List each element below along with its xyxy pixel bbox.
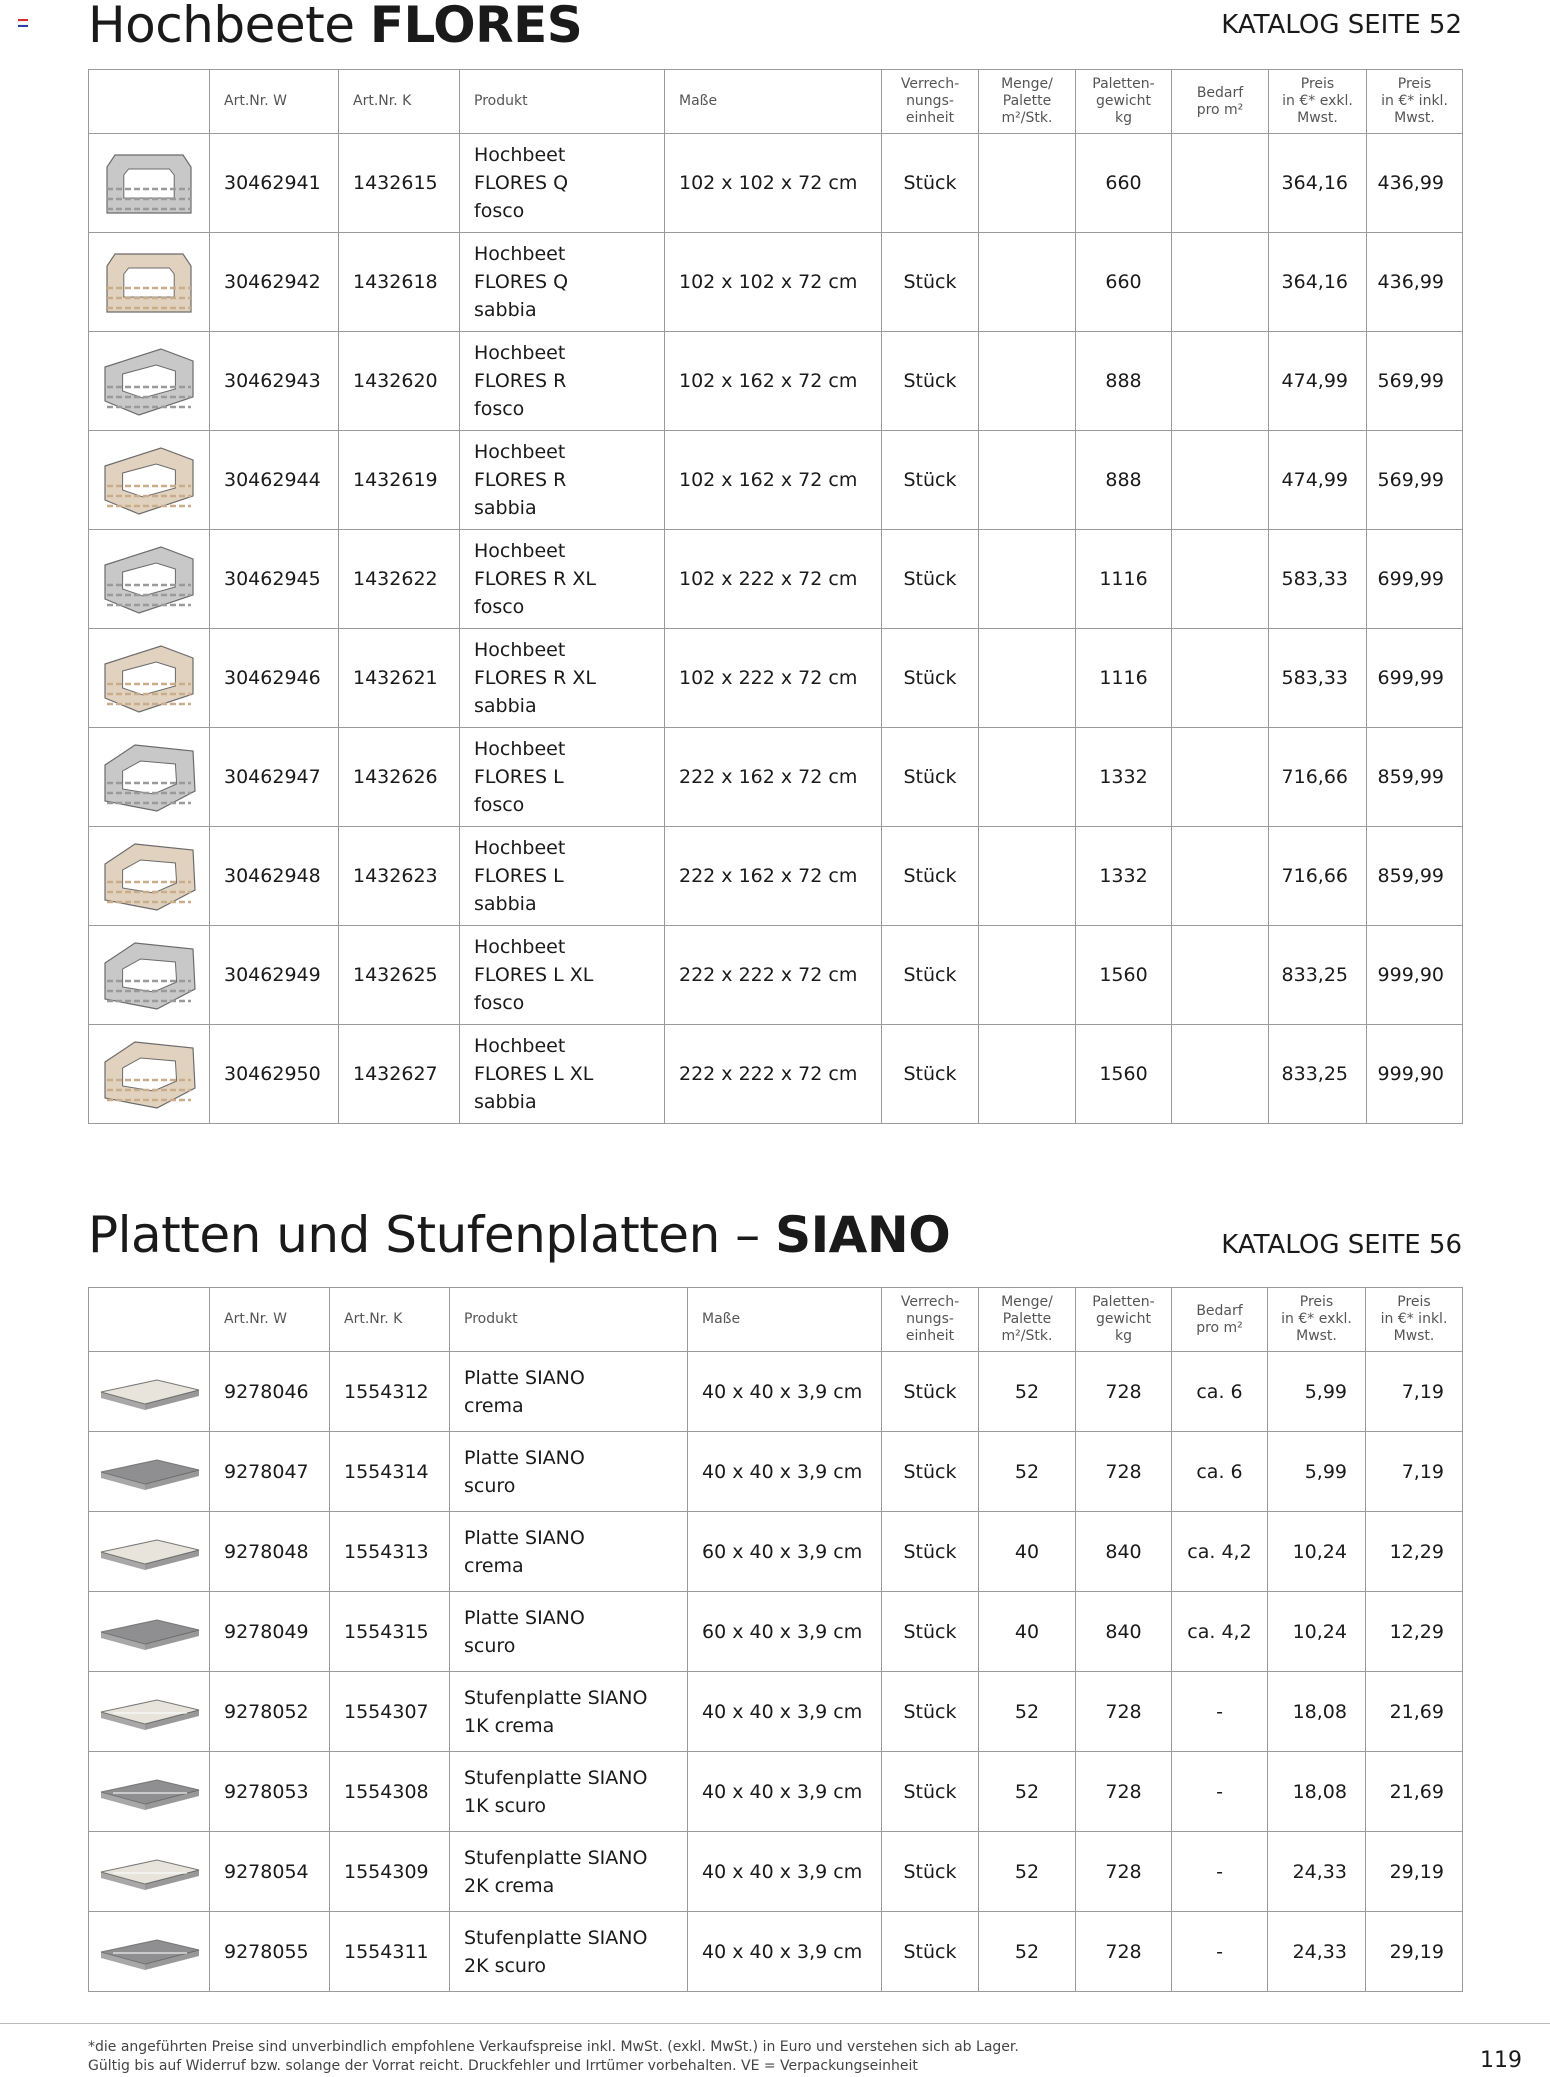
unit: Stück [882, 1025, 979, 1124]
table-row [89, 827, 1463, 926]
price-incl: 436,99 [1367, 233, 1463, 332]
need-per-sqm: - [1172, 1912, 1268, 1992]
dimensions: 40 x 40 x 3,9 cm [688, 1832, 882, 1912]
need-per-sqm: ca. 4,2 [1172, 1592, 1268, 1672]
qty-per-pallet [979, 629, 1076, 728]
dimensions: 102 x 162 x 72 cm [665, 431, 882, 530]
unit: Stück [882, 332, 979, 431]
art-nr-k: 1554307 [330, 1672, 450, 1752]
art-nr-w: 30462948 [210, 827, 339, 926]
art-nr-w: 30462946 [210, 629, 339, 728]
unit: Stück [882, 1512, 979, 1592]
price-excl: 833,25 [1269, 1025, 1367, 1124]
need-per-sqm [1172, 926, 1269, 1025]
product-image-cell [89, 926, 210, 1025]
art-nr-k: 1554309 [330, 1832, 450, 1912]
art-nr-k: 1554308 [330, 1752, 450, 1832]
price-incl: 699,99 [1367, 530, 1463, 629]
qty-per-pallet [979, 530, 1076, 629]
price-incl: 859,99 [1367, 728, 1463, 827]
dimensions: 102 x 222 x 72 cm [665, 629, 882, 728]
art-nr-k: 1554311 [330, 1912, 450, 1992]
product-name: Hochbeet FLORES R XL sabbia [460, 629, 665, 728]
header-art-w: Art.Nr. W [210, 70, 339, 134]
header-image [89, 70, 210, 134]
product-name: Stufenplatte SIANO 1K scuro [450, 1752, 688, 1832]
table-row [89, 1672, 1463, 1752]
qty-per-pallet: 52 [979, 1352, 1076, 1432]
product-name: Hochbeet FLORES Q fosco [460, 134, 665, 233]
art-nr-k: 1554314 [330, 1432, 450, 1512]
header-preis-exkl: Preis in €* exkl. Mwst. [1269, 70, 1367, 134]
art-nr-w: 9278055 [210, 1912, 330, 1992]
need-per-sqm [1172, 530, 1269, 629]
header-preis-exkl: Preis in €* exkl. Mwst. [1268, 1288, 1366, 1352]
pallet-weight: 1116 [1076, 629, 1172, 728]
unit: Stück [882, 431, 979, 530]
product-name: Stufenplatte SIANO 2K scuro [450, 1912, 688, 1992]
unit: Stück [882, 530, 979, 629]
header-masse: Maße [688, 1288, 882, 1352]
table-row [89, 728, 1463, 827]
price-incl: 569,99 [1367, 332, 1463, 431]
pallet-weight: 728 [1076, 1672, 1172, 1752]
dimensions: 40 x 40 x 3,9 cm [688, 1432, 882, 1512]
slab-image [95, 1766, 205, 1818]
header-gewicht: Paletten- gewicht kg [1076, 1288, 1172, 1352]
unit: Stück [882, 1592, 979, 1672]
need-per-sqm [1172, 233, 1269, 332]
qty-per-pallet: 40 [979, 1592, 1076, 1672]
price-incl: 436,99 [1367, 134, 1463, 233]
product-image-cell [89, 629, 210, 728]
art-nr-k: 1432620 [339, 332, 460, 431]
art-nr-w: 9278046 [210, 1352, 330, 1432]
dimensions: 60 x 40 x 3,9 cm [688, 1592, 882, 1672]
qty-per-pallet [979, 332, 1076, 431]
art-nr-k: 1432618 [339, 233, 460, 332]
product-image-cell [89, 1512, 210, 1592]
pallet-weight: 728 [1076, 1912, 1172, 1992]
pallet-weight: 1332 [1076, 827, 1172, 926]
header-menge: Menge/ Palette m²/Stk. [979, 70, 1076, 134]
price-excl: 18,08 [1268, 1752, 1366, 1832]
section-title-siano: Platten und Stufenplatten – SIANO [88, 1206, 951, 1264]
table-row [89, 332, 1463, 431]
raised-bed-image [95, 933, 203, 1017]
art-nr-w: 30462942 [210, 233, 339, 332]
table-row [89, 1432, 1463, 1512]
dimensions: 222 x 222 x 72 cm [665, 1025, 882, 1124]
pallet-weight: 840 [1076, 1512, 1172, 1592]
art-nr-w: 9278049 [210, 1592, 330, 1672]
product-image-cell [89, 530, 210, 629]
price-incl: 21,69 [1366, 1672, 1463, 1752]
header-bedarf: Bedarf pro m² [1172, 70, 1269, 134]
unit: Stück [882, 1672, 979, 1752]
table-row [89, 233, 1463, 332]
product-image-cell [89, 332, 210, 431]
price-incl: 859,99 [1367, 827, 1463, 926]
header-preis-inkl: Preis in €* inkl. Mwst. [1367, 70, 1463, 134]
raised-bed-image [95, 1032, 203, 1116]
price-incl: 12,29 [1366, 1592, 1463, 1672]
art-nr-k: 1554313 [330, 1512, 450, 1592]
flag-icon [18, 19, 28, 26]
table-row [89, 1912, 1463, 1992]
qty-per-pallet [979, 728, 1076, 827]
art-nr-w: 9278053 [210, 1752, 330, 1832]
dimensions: 40 x 40 x 3,9 cm [688, 1752, 882, 1832]
art-nr-k: 1432622 [339, 530, 460, 629]
product-image-cell [89, 827, 210, 926]
price-excl: 24,33 [1268, 1832, 1366, 1912]
price-excl: 5,99 [1268, 1432, 1366, 1512]
pallet-weight: 840 [1076, 1592, 1172, 1672]
price-excl: 5,99 [1268, 1352, 1366, 1432]
product-name: Platte SIANO scuro [450, 1432, 688, 1512]
price-excl: 833,25 [1269, 926, 1367, 1025]
art-nr-w: 30462947 [210, 728, 339, 827]
table-header-row [89, 1288, 1463, 1352]
footnote-line-1: *die angeführten Preise sind unverbindlich empfohlene Verkaufspreise inkl. MwSt. (exkl. MwSt.) in Euro und verstehen sich ab Lager. [88, 2039, 1019, 2055]
art-nr-k: 1432621 [339, 629, 460, 728]
qty-per-pallet: 40 [979, 1512, 1076, 1592]
pallet-weight: 728 [1076, 1432, 1172, 1512]
art-nr-k: 1432615 [339, 134, 460, 233]
unit: Stück [882, 1912, 979, 1992]
price-incl: 29,19 [1366, 1832, 1463, 1912]
unit: Stück [882, 134, 979, 233]
need-per-sqm [1172, 728, 1269, 827]
table-header-row [89, 70, 1463, 134]
header-produkt: Produkt [460, 70, 665, 134]
header-preis-inkl: Preis in €* inkl. Mwst. [1366, 1288, 1463, 1352]
header-art-w: Art.Nr. W [210, 1288, 330, 1352]
unit: Stück [882, 1352, 979, 1432]
header-masse: Maße [665, 70, 882, 134]
product-image-cell [89, 1432, 210, 1512]
product-image-cell [89, 134, 210, 233]
price-incl: 699,99 [1367, 629, 1463, 728]
art-nr-k: 1432623 [339, 827, 460, 926]
art-nr-w: 30462949 [210, 926, 339, 1025]
art-nr-w: 30462945 [210, 530, 339, 629]
header-gewicht: Paletten- gewicht kg [1076, 70, 1172, 134]
need-per-sqm: - [1172, 1672, 1268, 1752]
table-row [89, 926, 1463, 1025]
raised-bed-image [95, 240, 203, 324]
dimensions: 40 x 40 x 3,9 cm [688, 1352, 882, 1432]
price-incl: 29,19 [1366, 1912, 1463, 1992]
need-per-sqm: ca. 6 [1172, 1432, 1268, 1512]
art-nr-w: 30462944 [210, 431, 339, 530]
price-incl: 21,69 [1366, 1752, 1463, 1832]
price-excl: 474,99 [1269, 431, 1367, 530]
product-image-cell [89, 1832, 210, 1912]
price-excl: 10,24 [1268, 1592, 1366, 1672]
need-per-sqm [1172, 827, 1269, 926]
pallet-weight: 728 [1076, 1752, 1172, 1832]
slab-image [95, 1606, 205, 1658]
pallet-weight: 888 [1076, 332, 1172, 431]
product-image-cell [89, 1025, 210, 1124]
raised-bed-image [95, 834, 203, 918]
qty-per-pallet [979, 431, 1076, 530]
need-per-sqm [1172, 332, 1269, 431]
dimensions: 40 x 40 x 3,9 cm [688, 1672, 882, 1752]
need-per-sqm: - [1172, 1832, 1268, 1912]
table-row [89, 1025, 1463, 1124]
price-incl: 7,19 [1366, 1432, 1463, 1512]
price-incl: 999,90 [1367, 1025, 1463, 1124]
qty-per-pallet [979, 926, 1076, 1025]
pallet-weight: 1560 [1076, 926, 1172, 1025]
qty-per-pallet: 52 [979, 1752, 1076, 1832]
table-row [89, 1512, 1463, 1592]
table-row [89, 530, 1463, 629]
price-excl: 364,16 [1269, 233, 1367, 332]
table-row [89, 1752, 1463, 1832]
product-image-cell [89, 1912, 210, 1992]
price-excl: 474,99 [1269, 332, 1367, 431]
slab-image [95, 1366, 205, 1418]
art-nr-w: 9278052 [210, 1672, 330, 1752]
slab-image [95, 1926, 205, 1978]
catalog-page-ref-flores: KATALOG SEITE 52 [1221, 10, 1462, 40]
qty-per-pallet [979, 233, 1076, 332]
qty-per-pallet [979, 827, 1076, 926]
need-per-sqm [1172, 431, 1269, 530]
pallet-weight: 728 [1076, 1352, 1172, 1432]
table-row [89, 1352, 1463, 1432]
art-nr-w: 30462950 [210, 1025, 339, 1124]
dimensions: 102 x 162 x 72 cm [665, 332, 882, 431]
product-name: Hochbeet FLORES L XL fosco [460, 926, 665, 1025]
product-image-cell [89, 1352, 210, 1432]
qty-per-pallet: 52 [979, 1432, 1076, 1512]
raised-bed-image [95, 636, 203, 720]
art-nr-w: 30462943 [210, 332, 339, 431]
slab-image [95, 1686, 205, 1738]
price-incl: 999,90 [1367, 926, 1463, 1025]
art-nr-k: 1432627 [339, 1025, 460, 1124]
product-name: Platte SIANO crema [450, 1352, 688, 1432]
siano-table [88, 1287, 1463, 1992]
header-ve: Verrech- nungs- einheit [882, 1288, 979, 1352]
unit: Stück [882, 1432, 979, 1512]
header-ve: Verrech- nungs- einheit [882, 70, 979, 134]
pallet-weight: 728 [1076, 1832, 1172, 1912]
art-nr-k: 1432619 [339, 431, 460, 530]
art-nr-w: 9278054 [210, 1832, 330, 1912]
flores-table [88, 69, 1463, 1124]
slab-image [95, 1526, 205, 1578]
product-image-cell [89, 233, 210, 332]
product-name: Hochbeet FLORES L sabbia [460, 827, 665, 926]
dimensions: 102 x 222 x 72 cm [665, 530, 882, 629]
need-per-sqm: ca. 4,2 [1172, 1512, 1268, 1592]
qty-per-pallet: 52 [979, 1672, 1076, 1752]
art-nr-k: 1432625 [339, 926, 460, 1025]
header-produkt: Produkt [450, 1288, 688, 1352]
unit: Stück [882, 1752, 979, 1832]
unit: Stück [882, 1832, 979, 1912]
art-nr-w: 9278047 [210, 1432, 330, 1512]
slab-image [95, 1446, 205, 1498]
raised-bed-image [95, 339, 203, 423]
product-image-cell [89, 431, 210, 530]
pallet-weight: 660 [1076, 233, 1172, 332]
table-row [89, 1832, 1463, 1912]
header-bedarf: Bedarf pro m² [1172, 1288, 1268, 1352]
table-row [89, 629, 1463, 728]
dimensions: 60 x 40 x 3,9 cm [688, 1512, 882, 1592]
product-name: Stufenplatte SIANO 1K crema [450, 1672, 688, 1752]
dimensions: 40 x 40 x 3,9 cm [688, 1912, 882, 1992]
pallet-weight: 888 [1076, 431, 1172, 530]
raised-bed-image [95, 537, 203, 621]
table-row [89, 1592, 1463, 1672]
header-image [89, 1288, 210, 1352]
dimensions: 222 x 162 x 72 cm [665, 827, 882, 926]
price-incl: 569,99 [1367, 431, 1463, 530]
price-incl: 12,29 [1366, 1512, 1463, 1592]
need-per-sqm [1172, 1025, 1269, 1124]
header-art-k: Art.Nr. K [339, 70, 460, 134]
need-per-sqm [1172, 134, 1269, 233]
art-nr-w: 9278048 [210, 1512, 330, 1592]
price-incl: 7,19 [1366, 1352, 1463, 1432]
art-nr-k: 1554312 [330, 1352, 450, 1432]
product-name: Hochbeet FLORES R XL fosco [460, 530, 665, 629]
qty-per-pallet: 52 [979, 1912, 1076, 1992]
product-name: Hochbeet FLORES R fosco [460, 332, 665, 431]
product-image-cell [89, 1752, 210, 1832]
dimensions: 222 x 162 x 72 cm [665, 728, 882, 827]
price-excl: 364,16 [1269, 134, 1367, 233]
product-image-cell [89, 1672, 210, 1752]
header-art-k: Art.Nr. K [330, 1288, 450, 1352]
product-name: Hochbeet FLORES R sabbia [460, 431, 665, 530]
unit: Stück [882, 926, 979, 1025]
pallet-weight: 1332 [1076, 728, 1172, 827]
product-name: Hochbeet FLORES L fosco [460, 728, 665, 827]
price-excl: 24,33 [1268, 1912, 1366, 1992]
product-image-cell [89, 728, 210, 827]
catalog-page-ref-siano: KATALOG SEITE 56 [1221, 1230, 1462, 1260]
footer-divider [0, 2023, 1550, 2024]
product-name: Platte SIANO crema [450, 1512, 688, 1592]
product-name: Stufenplatte SIANO 2K crema [450, 1832, 688, 1912]
table-row [89, 134, 1463, 233]
slab-image [95, 1846, 205, 1898]
raised-bed-image [95, 735, 203, 819]
pallet-weight: 660 [1076, 134, 1172, 233]
product-name: Hochbeet FLORES L XL sabbia [460, 1025, 665, 1124]
qty-per-pallet: 52 [979, 1832, 1076, 1912]
product-name: Hochbeet FLORES Q sabbia [460, 233, 665, 332]
qty-per-pallet [979, 134, 1076, 233]
table-row [89, 431, 1463, 530]
unit: Stück [882, 827, 979, 926]
art-nr-k: 1432626 [339, 728, 460, 827]
header-menge: Menge/ Palette m²/Stk. [979, 1288, 1076, 1352]
price-excl: 18,08 [1268, 1672, 1366, 1752]
unit: Stück [882, 728, 979, 827]
pallet-weight: 1560 [1076, 1025, 1172, 1124]
need-per-sqm: ca. 6 [1172, 1352, 1268, 1432]
page-number: 119 [1480, 2048, 1522, 2073]
pallet-weight: 1116 [1076, 530, 1172, 629]
art-nr-w: 30462941 [210, 134, 339, 233]
qty-per-pallet [979, 1025, 1076, 1124]
art-nr-k: 1554315 [330, 1592, 450, 1672]
raised-bed-image [95, 438, 203, 522]
section-title-flores: Hochbeete FLORES [88, 0, 583, 54]
unit: Stück [882, 233, 979, 332]
footnote-line-2: Gültig bis auf Widerruf bzw. solange der Vorrat reicht. Druckfehler und Irrtümer vorbehalten. VE = Verpackungseinheit [88, 2058, 918, 2074]
product-image-cell [89, 1592, 210, 1672]
need-per-sqm [1172, 629, 1269, 728]
price-excl: 716,66 [1269, 827, 1367, 926]
raised-bed-image [95, 141, 203, 225]
product-name: Platte SIANO scuro [450, 1592, 688, 1672]
section-header-flores [88, 0, 1462, 52]
dimensions: 102 x 102 x 72 cm [665, 134, 882, 233]
unit: Stück [882, 629, 979, 728]
need-per-sqm: - [1172, 1752, 1268, 1832]
section-header-siano [88, 1206, 1462, 1262]
dimensions: 102 x 102 x 72 cm [665, 233, 882, 332]
footnote [88, 2038, 1019, 2076]
price-excl: 583,33 [1269, 629, 1367, 728]
dimensions: 222 x 222 x 72 cm [665, 926, 882, 1025]
price-excl: 716,66 [1269, 728, 1367, 827]
price-excl: 10,24 [1268, 1512, 1366, 1592]
price-excl: 583,33 [1269, 530, 1367, 629]
